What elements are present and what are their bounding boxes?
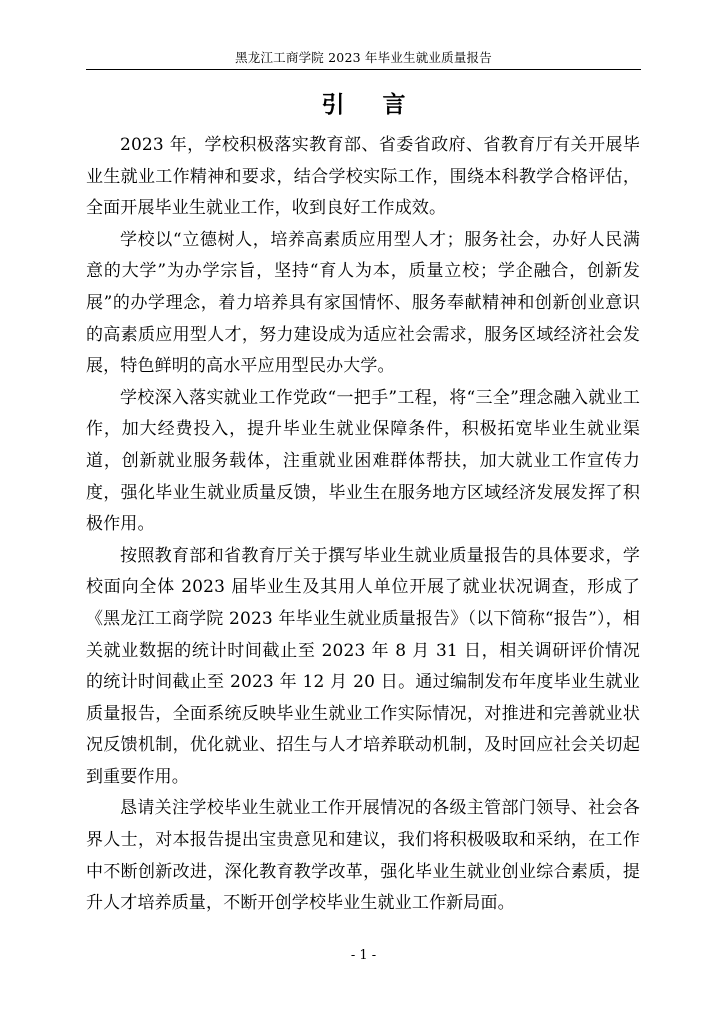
paragraph-3: 学校深入落实就业工作党政“一把手”工程，将“三全”理念融入就业工作，加大经费投入，提升毕业生就业保障条件，积极拓宽毕业生就业渠道，创新就业服务载体，注重就业困难群体帮扶，加大就业工作宣传力度，强化毕业生就业质量反馈，毕业生在服务地方区域经济发展发挥了积极作用。 xyxy=(86,387,640,535)
paragraph-1: 2023 年，学校积极落实教育部、省委省政府、省教育厅有关开展毕业生就业工作精神和要求，结合学校实际工作，围绕本科教学合格评估，全面开展毕业生就业工作，收到良好工作成效。 xyxy=(86,135,640,219)
header-rule xyxy=(86,69,641,70)
paragraph-4: 按照教育部和省教育厅关于撰写毕业生就业质量报告的具体要求，学校面向全体 2023 届毕业生及其用人单位开展了就业状况调查，形成了《黑龙江工商学院 2023 年毕业生就业质量报告》（以下简称“报告”），相关就业数据的统计时间截止至 2023 年 8 月 31 日，相关调研评价情况的统计时间截止至 2023 年 12 月 20 日。通过编制发布年度毕业生就业质量报告，全面系统反映毕业生就业工作实际情况，对推进和完善就业状况反馈机制，优化就业、招生与人才培养联动机制，及时回应社会关切起到重要作用。 xyxy=(86,545,640,787)
page-number: - 1 - xyxy=(350,948,377,963)
paragraph-2: 学校以“立德树人，培养高素质应用型人才；服务社会，办好人民满意的大学”为办学宗旨，坚持“育人为本，质量立校；学企融合，创新发展”的办学理念，着力培养具有家国情怀、服务奉献精神和创新创业意识的高素质应用型人才，努力建设成为适应社会需求，服务区域经济社会发展，特色鲜明的高水平应用型民办大学。 xyxy=(86,229,640,377)
body-text xyxy=(86,130,640,920)
paragraph-5: 恳请关注学校毕业生就业工作开展情况的各级主管部门领导、社会各界人士，对本报告提出宝贵意见和建议，我们将积极吸取和采纳，在工作中不断创新改进，深化教育教学改革，强化毕业生就业创业综合素质，提升人才培养质量，不断开创学校毕业生就业工作新局面。 xyxy=(86,798,640,914)
section-title: 引言 xyxy=(321,92,444,118)
running-header: 黑龙江工商学院 2023 年毕业生就业质量报告 xyxy=(235,50,492,65)
